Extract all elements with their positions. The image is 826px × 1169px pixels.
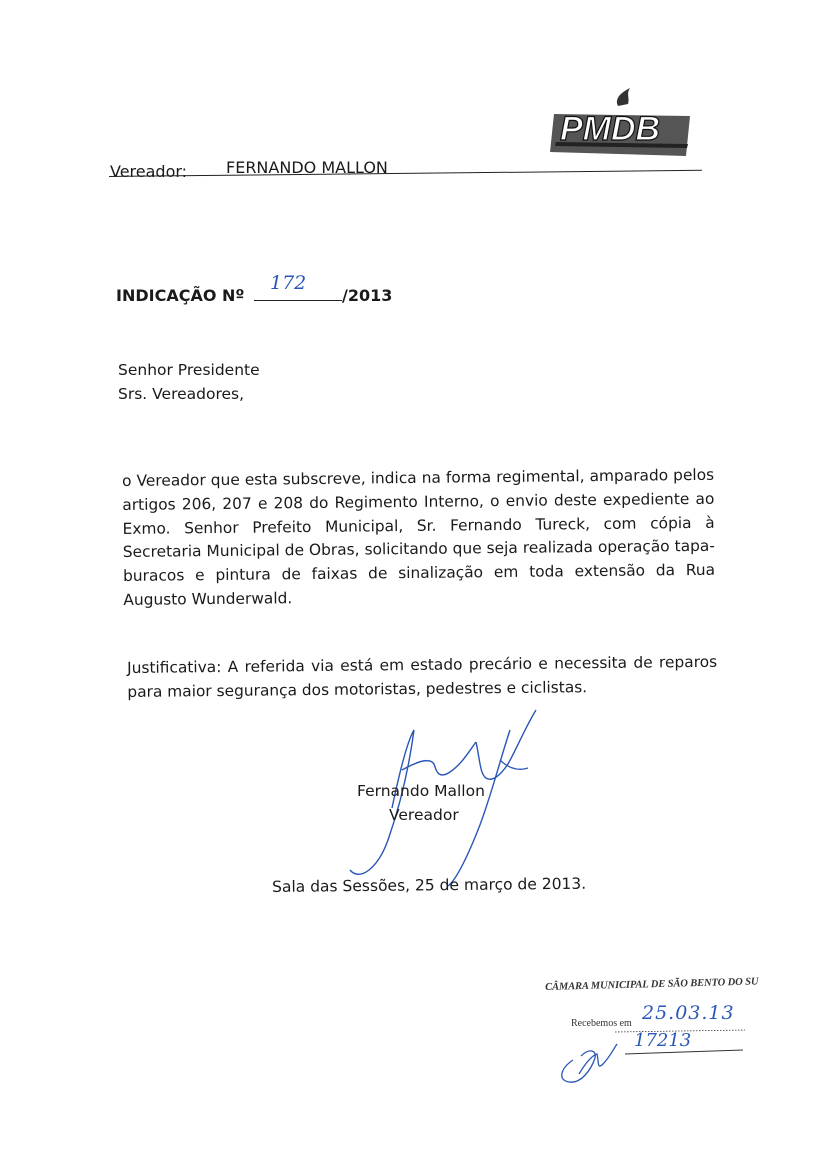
reception-stamp-label: Recebemos em <box>571 1018 632 1029</box>
indicacao-year: /2013 <box>342 286 393 305</box>
reception-date-handwritten: 25.03.13 <box>642 1002 735 1024</box>
protocol-number-handwritten: 17213 <box>634 1030 692 1051</box>
indicacao-number-handwritten: 172 <box>270 272 307 294</box>
indicacao-heading <box>116 272 393 305</box>
justificativa-paragraph: Justificativa: A referida via está em estado precário e necessita de reparos para maior segurança dos motoristas, pedestres e ciclistas. <box>127 652 718 701</box>
header-divider <box>109 170 702 177</box>
indicacao-prefix: INDICAÇÃO Nº <box>116 286 245 305</box>
svg-text:PMDB: PMDB <box>560 110 661 148</box>
signatory-title: Vereador <box>389 806 459 824</box>
closing-date-line: Sala das Sessões, 25 de março de 2013. <box>272 874 587 896</box>
salutation <box>118 358 260 406</box>
salutation-line-1: Senhor Presidente <box>118 361 260 379</box>
signatory-name: Fernando Mallon <box>357 782 485 800</box>
pmdb-logo <box>548 86 698 166</box>
reception-stamp-title: CÂMARA MUNICIPAL DE SÃO BENTO DO SU <box>545 976 759 993</box>
indicacao-number-field <box>254 272 342 301</box>
reception-initials-scribble <box>555 1020 755 1090</box>
vereador-name: FERNANDO MALLON <box>226 158 388 177</box>
body-paragraph: o Vereador que esta subscreve, indica na forma regimental, amparado pelos artigos 206, 207 e 208 do Regimento Interno, o envio deste expediente ao Exmo. Senhor Prefeito Municipal, Sr. Fernando Tureck, com cópia à Secretaria Municipal de Obras, solicitando que seja realizada operação tapa-buracos e pintura de faixas de sinalização em toda extensão da Rua Augusto Wunderwald. <box>122 465 716 609</box>
vereador-label: Vereador: <box>110 162 188 181</box>
salutation-line-2: Srs. Vereadores, <box>118 385 245 403</box>
